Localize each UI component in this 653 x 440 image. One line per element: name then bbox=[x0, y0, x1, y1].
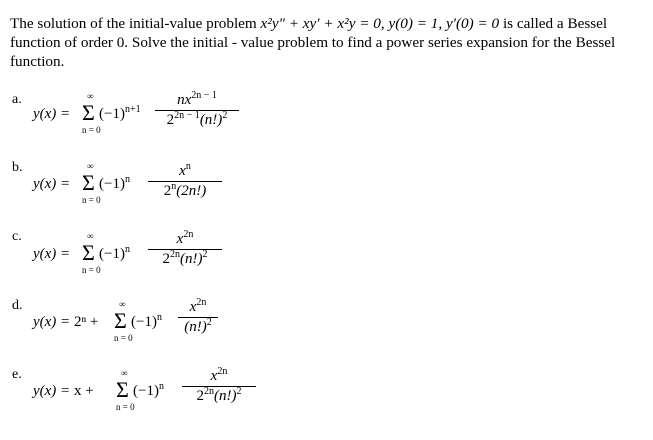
denominator-tail: (2n!) bbox=[176, 183, 207, 199]
sum-lower: n = 0 bbox=[114, 333, 133, 343]
sum-upper: ∞ bbox=[87, 161, 94, 171]
sign-exp: n bbox=[124, 244, 130, 255]
option-e-equation[interactable] bbox=[30, 365, 270, 421]
question-rest: is called a Bessel function of order 0. Solve the initial - value problem to find a power series expansion for the Bessel function. bbox=[10, 15, 616, 70]
option-a-equation[interactable] bbox=[30, 86, 260, 142]
sign-exp: n+1 bbox=[124, 104, 141, 115]
fraction-bar bbox=[148, 249, 222, 250]
denominator-tail-exp: 2 bbox=[222, 110, 228, 121]
denominator-exp: 2n bbox=[204, 386, 214, 397]
sign-term: (−1) bbox=[133, 383, 159, 399]
sign-exp: n bbox=[124, 174, 130, 185]
sum-lower: n = 0 bbox=[82, 195, 101, 205]
fraction bbox=[148, 231, 222, 268]
denominator-exp: n bbox=[171, 181, 177, 192]
lhs: y(x) = bbox=[33, 314, 74, 330]
numerator-exp: 2n bbox=[217, 366, 228, 377]
option-b-label[interactable]: b. bbox=[12, 160, 23, 175]
fraction-bar bbox=[182, 386, 256, 387]
sigma-icon: Σ bbox=[116, 377, 129, 402]
lhs: y(x) = bbox=[33, 246, 71, 262]
sign-term: (−1) bbox=[131, 314, 157, 330]
fraction bbox=[178, 299, 218, 336]
lhs: y(x) = bbox=[33, 176, 71, 192]
fraction-bar bbox=[178, 317, 218, 318]
sign-exp: n bbox=[158, 381, 164, 392]
sign-term: (−1) bbox=[99, 176, 125, 192]
sign-term: (−1) bbox=[99, 246, 125, 262]
denominator: 2 bbox=[162, 251, 170, 267]
option-e-label[interactable]: e. bbox=[12, 367, 22, 382]
option-d-equation[interactable] bbox=[30, 296, 270, 352]
sum-upper: ∞ bbox=[87, 231, 94, 241]
numerator: x bbox=[176, 231, 184, 247]
lhs: y(x) = bbox=[33, 383, 74, 399]
sign-term: (−1) bbox=[99, 106, 125, 122]
numerator: x bbox=[179, 163, 186, 179]
sum-lower: n = 0 bbox=[82, 265, 101, 275]
denominator-tail-exp: 2 bbox=[206, 317, 212, 328]
question-intro: The solution of the initial-value problem bbox=[10, 15, 261, 32]
fraction bbox=[182, 368, 256, 405]
numerator-exp: 2n bbox=[183, 229, 194, 240]
denominator-tail-exp: 2 bbox=[202, 249, 208, 260]
sigma-icon: Σ bbox=[82, 100, 95, 125]
fraction bbox=[155, 92, 239, 129]
fraction-bar bbox=[148, 181, 222, 182]
sum-upper: ∞ bbox=[119, 299, 126, 309]
prefix: x + bbox=[73, 383, 94, 399]
option-a-label[interactable]: a. bbox=[12, 92, 22, 107]
denominator: 2 bbox=[196, 388, 204, 404]
denominator-tail-exp: 2 bbox=[236, 386, 242, 397]
denominator-exp: 2n − 1 bbox=[174, 110, 200, 121]
question-text bbox=[10, 14, 646, 71]
option-c-label[interactable]: c. bbox=[12, 229, 22, 244]
option-c-equation[interactable] bbox=[30, 228, 260, 284]
numerator-exp: 2n bbox=[196, 297, 207, 308]
sum-upper: ∞ bbox=[121, 368, 128, 378]
sum-lower: n = 0 bbox=[116, 402, 135, 412]
sigma-icon: Σ bbox=[114, 308, 127, 333]
fraction bbox=[148, 163, 222, 200]
denominator-tail: (n!) bbox=[184, 319, 207, 335]
numerator-exp: 2n − 1 bbox=[191, 90, 217, 101]
lhs: y(x) = bbox=[33, 106, 71, 122]
numerator-exp: n bbox=[185, 161, 191, 172]
sigma-icon: Σ bbox=[82, 240, 95, 265]
option-b-equation[interactable] bbox=[30, 158, 260, 214]
sum-upper: ∞ bbox=[87, 91, 94, 101]
prefix: 2ⁿ + bbox=[73, 314, 99, 330]
numerator: x bbox=[210, 368, 218, 384]
sigma-icon: Σ bbox=[82, 170, 95, 195]
sum-lower: n = 0 bbox=[82, 125, 101, 135]
denominator-tail: (n!) bbox=[180, 251, 203, 267]
denominator: 2 bbox=[163, 183, 172, 199]
numerator: nx bbox=[177, 92, 192, 108]
ode-equation: x²y″ + xy′ + x²y = 0, y(0) = 1, y′(0) = 0 bbox=[260, 15, 500, 32]
denominator: 2 bbox=[166, 112, 175, 128]
denominator-tail: (n!) bbox=[199, 112, 223, 128]
option-d-label[interactable]: d. bbox=[12, 298, 23, 313]
denominator-exp: 2n bbox=[170, 249, 180, 260]
denominator-tail: (n!) bbox=[214, 388, 237, 404]
numerator: x bbox=[189, 299, 197, 315]
sign-exp: n bbox=[156, 312, 162, 323]
